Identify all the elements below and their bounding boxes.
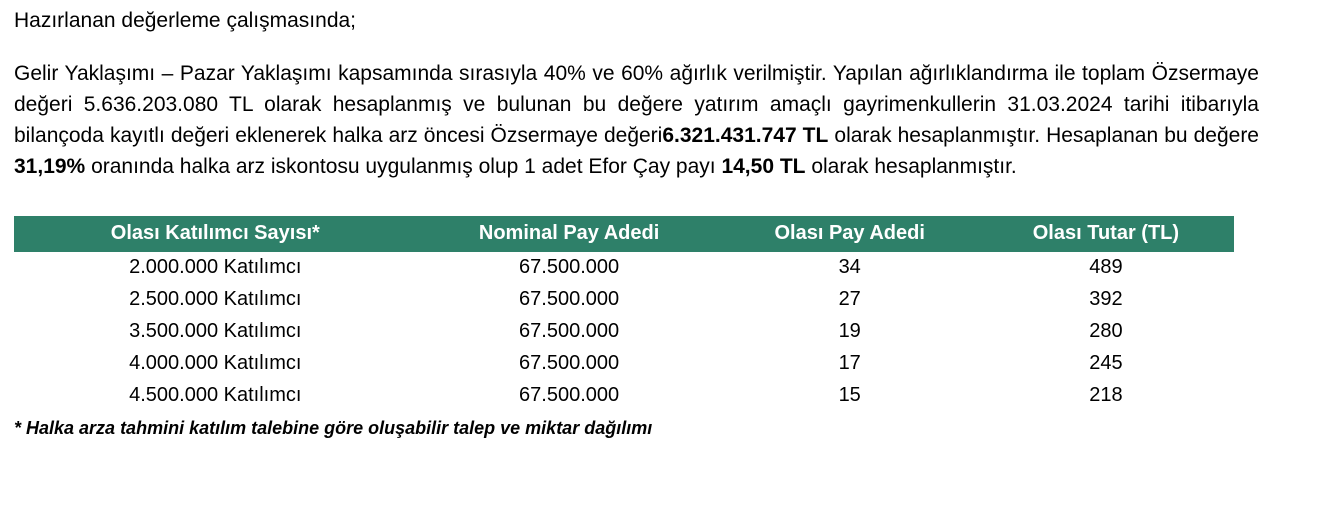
discount-rate-bold: 31,19%	[14, 155, 86, 178]
table-row	[14, 380, 1234, 412]
table-cell: 392	[1089, 288, 1123, 310]
table-cell: 17	[838, 352, 861, 374]
paragraph-segment-3: oranında halka arz iskontosu uygulanmış olup 1 adet Efor Çay payı	[85, 155, 722, 178]
table-cell: 15	[838, 384, 861, 406]
table-footnote: * Halka arza tahmini katılım talebine göre oluşabilir talep ve miktar dağılımı	[14, 418, 653, 438]
valuation-paragraph	[14, 58, 1259, 182]
table-row	[14, 348, 1234, 380]
table-cell: 280	[1089, 320, 1123, 342]
table-row	[14, 284, 1234, 316]
table-cell: 2.000.000 Katılımcı	[129, 256, 302, 278]
table-header-cell: Nominal Pay Adedi	[417, 216, 722, 252]
table-cell: 2.500.000 Katılımcı	[129, 288, 302, 310]
table-cell: 34	[838, 256, 861, 278]
table-header-row	[14, 216, 1234, 252]
table-cell: 218	[1089, 384, 1123, 406]
table-cell: 489	[1089, 256, 1123, 278]
table-row	[14, 316, 1234, 348]
table-cell: 245	[1089, 352, 1123, 374]
table-header-cell: Olası Pay Adedi	[722, 216, 978, 252]
paragraph-segment-1: Gelir Yaklaşımı – Pazar Yaklaşımı kapsamında sırasıyla 40% ve 60% ağırlık verilmiştir. Yapılan ağırlıklandırma ile toplam Özsermaye değeri 5.636.203.080 TL olarak hesaplanmış ve bulunan bu değere yatırım amaçlı gayrimenkullerin 31.03.2024 tarihi itibarıyla bilançoda kayıtlı değeri eklenerek halka arz öncesi Özsermaye değeri	[14, 62, 1259, 147]
share-price-bold: 14,50 TL	[721, 155, 806, 178]
table-cell: 67.500.000	[519, 256, 620, 278]
table-cell: 27	[838, 288, 861, 310]
equity-value-bold: 6.321.431.747 TL	[662, 124, 829, 147]
table-cell: 67.500.000	[519, 288, 620, 310]
paragraph-segment-2: olarak hesaplanmıştır. Hesaplanan bu değere	[828, 124, 1259, 147]
table-cell: 67.500.000	[519, 384, 620, 406]
table-cell: 67.500.000	[519, 352, 620, 374]
table-cell: 19	[838, 320, 861, 342]
table-header-cell: Olası Tutar (TL)	[978, 216, 1234, 252]
table-row	[14, 252, 1234, 284]
table-header-cell: Olası Katılımcı Sayısı*	[14, 216, 417, 252]
table-cell: 4.500.000 Katılımcı	[129, 384, 302, 406]
table-cell: 4.000.000 Katılımcı	[129, 352, 302, 374]
participation-table	[14, 216, 1234, 412]
intro-line: Hazırlanan değerleme çalışmasında;	[14, 9, 357, 32]
table-cell: 67.500.000	[519, 320, 620, 342]
paragraph-segment-4: olarak hesaplanmıştır.	[805, 155, 1017, 178]
table-cell: 3.500.000 Katılımcı	[129, 320, 302, 342]
